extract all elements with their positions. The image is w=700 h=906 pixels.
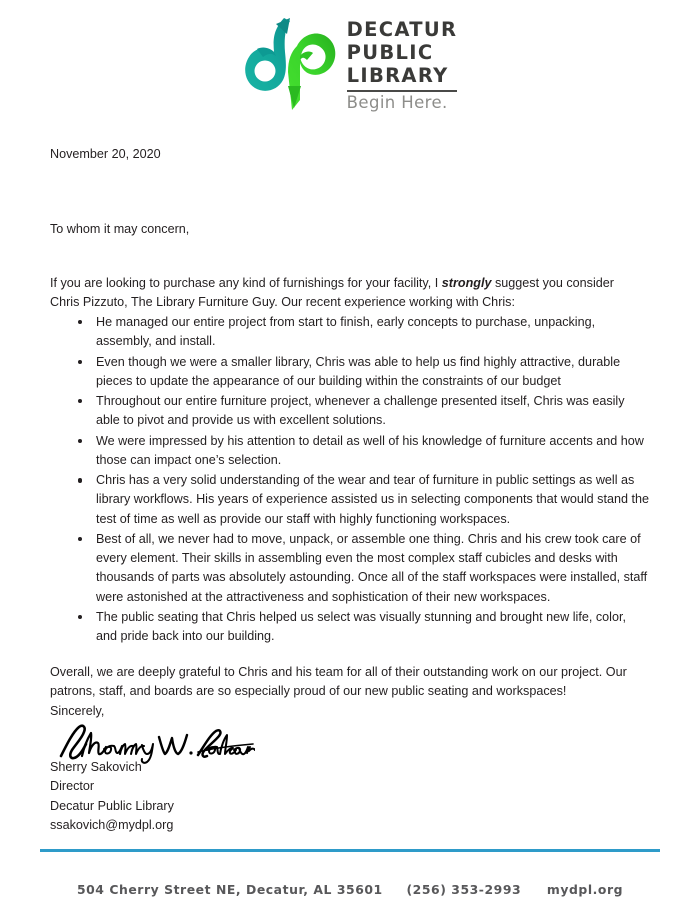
sincerely-line: Sincerely, bbox=[50, 704, 105, 718]
list-item: Even though we were a smaller library, Chris was able to help us find highly attractive, durable pieces to update the appearance of our building within the constraints of our budget bbox=[50, 353, 650, 392]
footer-address: 504 Cherry Street NE, Decatur, AL 35601 bbox=[76, 882, 383, 897]
footer-divider bbox=[40, 849, 660, 852]
letter-date: November 20, 2020 bbox=[50, 147, 161, 161]
intro-paragraph bbox=[50, 274, 626, 312]
list-item: Best of all, we never had to move, unpack, or assemble one thing. Chris and his crew took care of every element. Their skills in assembling even the most complex staff cubicles and desks with thousands of parts was absolutely astounding. Once all of the staff workspaces were installed, staff were astonished at the attractiveness and sophistication of their new workspaces. bbox=[50, 530, 650, 607]
footer-phone: (256) 353-2993 bbox=[406, 882, 522, 897]
signer-email[interactable]: ssakovich@mydpl.org bbox=[50, 817, 174, 832]
signer-name: Sherry Sakovich bbox=[50, 760, 142, 774]
intro-emphasis: strongly bbox=[441, 275, 492, 290]
signer-organization: Decatur Public Library bbox=[50, 798, 174, 813]
library-logo bbox=[243, 8, 458, 113]
closing-paragraph: Overall, we are deeply grateful to Chris and his team for all of their outstanding work on our project. Our patrons, staff, and boards are so especially proud of our new public seating and workspaces! bbox=[50, 664, 627, 698]
logo-name-line-2: PUBLIC bbox=[346, 41, 434, 64]
footer-website[interactable]: mydpl.org bbox=[546, 882, 624, 897]
salutation: To whom it may concern, bbox=[50, 222, 190, 236]
signature-block bbox=[50, 758, 174, 835]
letterhead bbox=[0, 8, 700, 120]
logo-wordmark bbox=[347, 8, 458, 113]
intro-text-before: If you are looking to purchase any kind of furnishings for your facility, I bbox=[50, 275, 442, 290]
logo-name-line-1: DECATUR bbox=[346, 18, 458, 41]
testimonial-bullet-list bbox=[50, 313, 650, 648]
list-item: We were impressed by his attention to detail as well of his knowledge of furniture accents and how those can impact one’s selection. bbox=[50, 432, 650, 471]
logo-divider bbox=[347, 90, 458, 92]
dp-monogram-logo-icon bbox=[243, 12, 339, 110]
list-item: Throughout our entire furniture project, whenever a challenge presented itself, Chris was easily able to pivot and provide us with excellent solutions. bbox=[50, 392, 650, 431]
list-item: Chris has a very solid understanding of the wear and tear of furniture in public settings as well as library workflows. His years of experience assisted us in selecting components that would stand the test of time as well as provide our staff with highly functioning workspaces. bbox=[50, 471, 650, 529]
list-item: The public seating that Chris helped us select was visually stunning and brought new life, color, and pride back into our building. bbox=[50, 608, 650, 647]
intro-text-after: suggest you consider Chris Pizzuto, The Library Furniture Guy. Our recent experience working with Chris: bbox=[50, 275, 614, 309]
logo-tagline: Begin Here. bbox=[346, 93, 448, 112]
footer bbox=[0, 882, 700, 897]
signer-title: Director bbox=[50, 779, 95, 794]
list-item: He managed our entire project from start to finish, early concepts to purchase, unpacking, assembly, and install. bbox=[50, 313, 650, 352]
logo-name-line-3: LIBRARY bbox=[346, 64, 449, 87]
